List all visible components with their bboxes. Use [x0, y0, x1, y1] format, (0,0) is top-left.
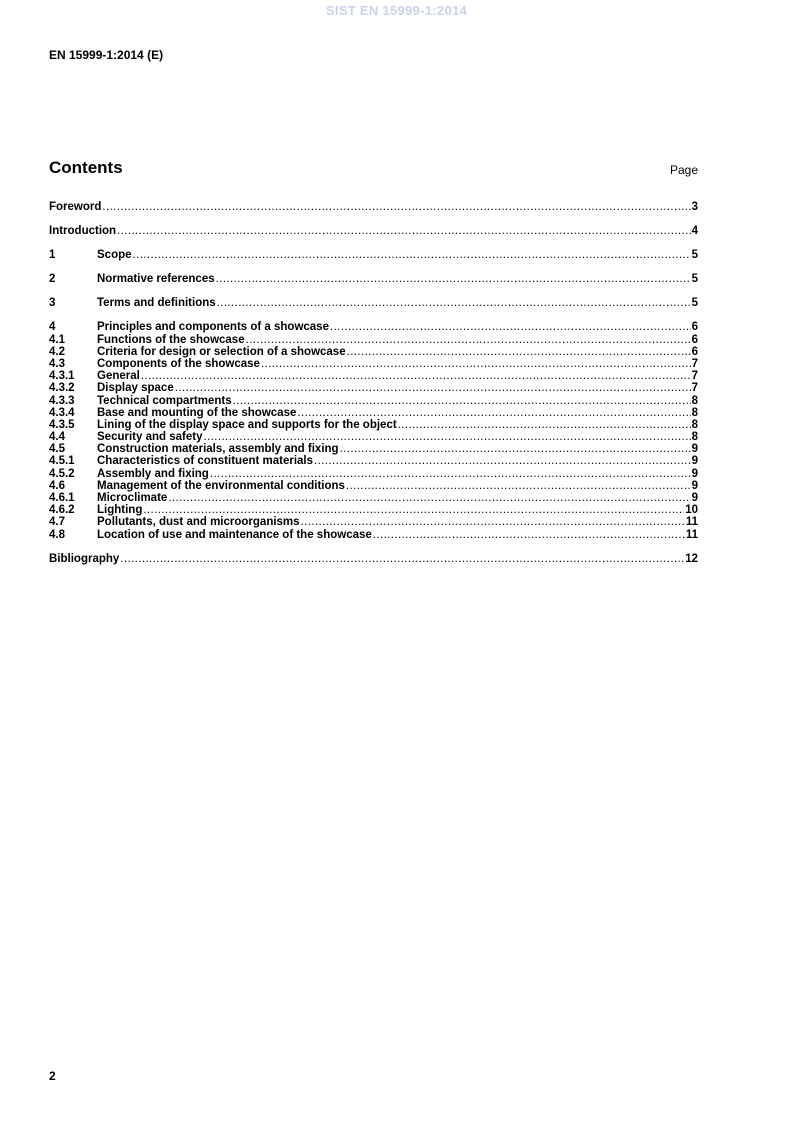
- toc-leader-dots: [216, 273, 691, 285]
- toc-entry-number: 1: [49, 249, 56, 262]
- toc-entry-number: 3: [49, 297, 56, 310]
- toc-leader-dots: [210, 468, 691, 480]
- toc-entry-number: 4.6.2: [49, 504, 75, 517]
- toc-entry[interactable]: [49, 455, 698, 467]
- toc-entry-title: Principles and components of a showcase: [97, 321, 329, 334]
- toc-entry-page: 5: [691, 273, 698, 286]
- toc-entry-number: 4.8: [49, 528, 65, 541]
- table-of-contents: [49, 201, 698, 565]
- toc-entry[interactable]: [49, 358, 698, 370]
- toc-entry-title: Display space: [97, 382, 174, 395]
- toc-entry-number: 4.6: [49, 479, 65, 492]
- toc-entry-page: 6: [691, 321, 698, 334]
- toc-entry-number: 4.5: [49, 443, 65, 456]
- toc-entry-title: Components of the showcase: [97, 357, 260, 370]
- toc-leader-dots: [120, 553, 684, 565]
- toc-leader-dots: [133, 249, 691, 261]
- toc-leader-dots: [102, 201, 690, 213]
- toc-entry[interactable]: [49, 407, 698, 419]
- toc-leader-dots: [297, 407, 690, 419]
- toc-entry[interactable]: [49, 225, 698, 237]
- toc-entry[interactable]: [49, 529, 698, 541]
- toc-entry-title: Location of use and maintenance of the showcase: [97, 528, 372, 541]
- toc-entry-page: 9: [691, 479, 698, 492]
- toc-entry-number: 4.3: [49, 357, 65, 370]
- toc-entry-page: 8: [691, 418, 698, 431]
- toc-entry[interactable]: [49, 468, 698, 480]
- toc-entry-number: 4.2: [49, 345, 65, 358]
- toc-entry-title: Management of the environmental conditions: [97, 479, 345, 492]
- toc-entry[interactable]: [49, 249, 698, 261]
- toc-entry-page: 9: [691, 492, 698, 504]
- page-column-label: Page: [669, 163, 698, 177]
- toc-entry-title: Lighting: [97, 504, 143, 517]
- toc-entry-page: 11: [685, 528, 698, 541]
- toc-entry-number: 4.1: [49, 333, 65, 346]
- contents-title: Contents: [49, 158, 123, 177]
- toc-entry[interactable]: [49, 297, 698, 309]
- page-number: 2: [49, 1069, 56, 1083]
- toc-leader-dots: [141, 370, 691, 382]
- toc-entry[interactable]: [49, 346, 698, 358]
- toc-entry-page: 7: [691, 370, 698, 383]
- toc-entry-number: 4: [49, 321, 56, 334]
- toc-entry-page: 5: [691, 297, 698, 310]
- toc-leader-dots: [175, 382, 691, 394]
- toc-leader-dots: [203, 431, 690, 443]
- toc-entry-title: Technical compartments: [97, 394, 232, 407]
- toc-entry-page: 7: [691, 382, 698, 395]
- toc-entry[interactable]: [49, 419, 698, 431]
- toc-entry-page: 3: [691, 200, 698, 213]
- toc-leader-dots: [117, 225, 691, 237]
- toc-leader-dots: [330, 321, 691, 333]
- document-header: EN 15999-1:2014 (E): [49, 48, 164, 62]
- toc-entry[interactable]: [49, 431, 698, 443]
- toc-entry[interactable]: [49, 516, 698, 528]
- toc-entry-title: Security and safety: [97, 431, 203, 444]
- toc-entry[interactable]: [49, 480, 698, 492]
- toc-entry-number: 4.3.4: [49, 406, 75, 419]
- toc-entry-title: Functions of the showcase: [97, 333, 245, 346]
- toc-leader-dots: [347, 346, 691, 358]
- toc-entry-number: 4.5.1: [49, 455, 75, 468]
- toc-leader-dots: [246, 334, 691, 346]
- watermark: SIST EN 15999-1:2014: [325, 3, 468, 18]
- toc-entry-page: 11: [685, 516, 698, 529]
- toc-entry-title: Assembly and fixing: [97, 467, 209, 480]
- toc-entry-page: 7: [691, 357, 698, 370]
- toc-entry[interactable]: [49, 395, 698, 407]
- toc-entry-number: 4.3.2: [49, 382, 75, 395]
- toc-entry-page: 8: [691, 431, 698, 444]
- toc-leader-dots: [261, 358, 691, 370]
- toc-leader-dots: [168, 492, 690, 504]
- toc-entry-page: 9: [691, 467, 698, 480]
- toc-entry[interactable]: [49, 273, 698, 285]
- toc-entry-number: 4.6.1: [49, 492, 75, 504]
- toc-entry-number: 4.7: [49, 516, 65, 529]
- toc-leader-dots: [346, 480, 691, 492]
- toc-entry-page: 12: [685, 552, 698, 565]
- toc-entry-number: 4.3.5: [49, 418, 75, 431]
- toc-entry[interactable]: [49, 321, 698, 333]
- toc-leader-dots: [373, 529, 685, 541]
- toc-entry-title: Criteria for design or selection of a showcase: [97, 345, 346, 358]
- toc-entry[interactable]: [49, 201, 698, 213]
- toc-entry-page: 9: [691, 455, 698, 468]
- toc-entry-title: Terms and definitions: [97, 297, 216, 310]
- toc-entry[interactable]: [49, 504, 698, 516]
- toc-entry-page: 6: [691, 333, 698, 346]
- toc-entry-page: 5: [691, 249, 698, 262]
- toc-entry[interactable]: [49, 443, 698, 455]
- toc-entry-title: Foreword: [49, 200, 102, 213]
- toc-entry-title: Construction materials, assembly and fixing: [97, 443, 339, 456]
- toc-entry-number: 4.3.3: [49, 394, 75, 407]
- toc-leader-dots: [217, 297, 691, 309]
- toc-entry[interactable]: [49, 334, 698, 346]
- toc-entry-page: 10: [685, 504, 698, 517]
- toc-entry-title: General: [97, 370, 140, 383]
- toc-entry[interactable]: [49, 370, 698, 382]
- toc-entry-title: Base and mounting of the showcase: [97, 406, 297, 419]
- toc-entry-title: Characteristics of constituent materials: [97, 455, 314, 468]
- toc-entry-title: Scope: [97, 249, 132, 262]
- toc-entry[interactable]: [49, 492, 698, 504]
- toc-entry-title: Lining of the display space and supports for the object: [97, 418, 397, 431]
- toc-entry-title: Normative references: [97, 273, 215, 286]
- toc-entry-page: 8: [691, 394, 698, 407]
- toc-entry[interactable]: [49, 553, 698, 565]
- toc-leader-dots: [301, 516, 685, 528]
- toc-entry-page: 9: [691, 443, 698, 456]
- toc-entry-title: Microclimate: [97, 492, 168, 504]
- toc-leader-dots: [340, 443, 691, 455]
- toc-leader-dots: [233, 395, 691, 407]
- toc-entry-title: Bibliography: [49, 552, 120, 565]
- toc-leader-dots: [143, 504, 684, 516]
- toc-leader-dots: [314, 455, 691, 467]
- toc-entry-page: 8: [691, 406, 698, 419]
- toc-entry-number: 2: [49, 273, 56, 286]
- toc-entry-number: 4.4: [49, 431, 65, 444]
- toc-entry-page: 4: [691, 225, 698, 238]
- toc-leader-dots: [398, 419, 691, 431]
- toc-entry[interactable]: [49, 382, 698, 394]
- toc-entry-title: Introduction: [49, 225, 117, 238]
- toc-entry-title: Pollutants, dust and microorganisms: [97, 516, 300, 529]
- toc-entry-number: 4.3.1: [49, 370, 75, 383]
- toc-entry-number: 4.5.2: [49, 467, 75, 480]
- toc-entry-page: 6: [691, 345, 698, 358]
